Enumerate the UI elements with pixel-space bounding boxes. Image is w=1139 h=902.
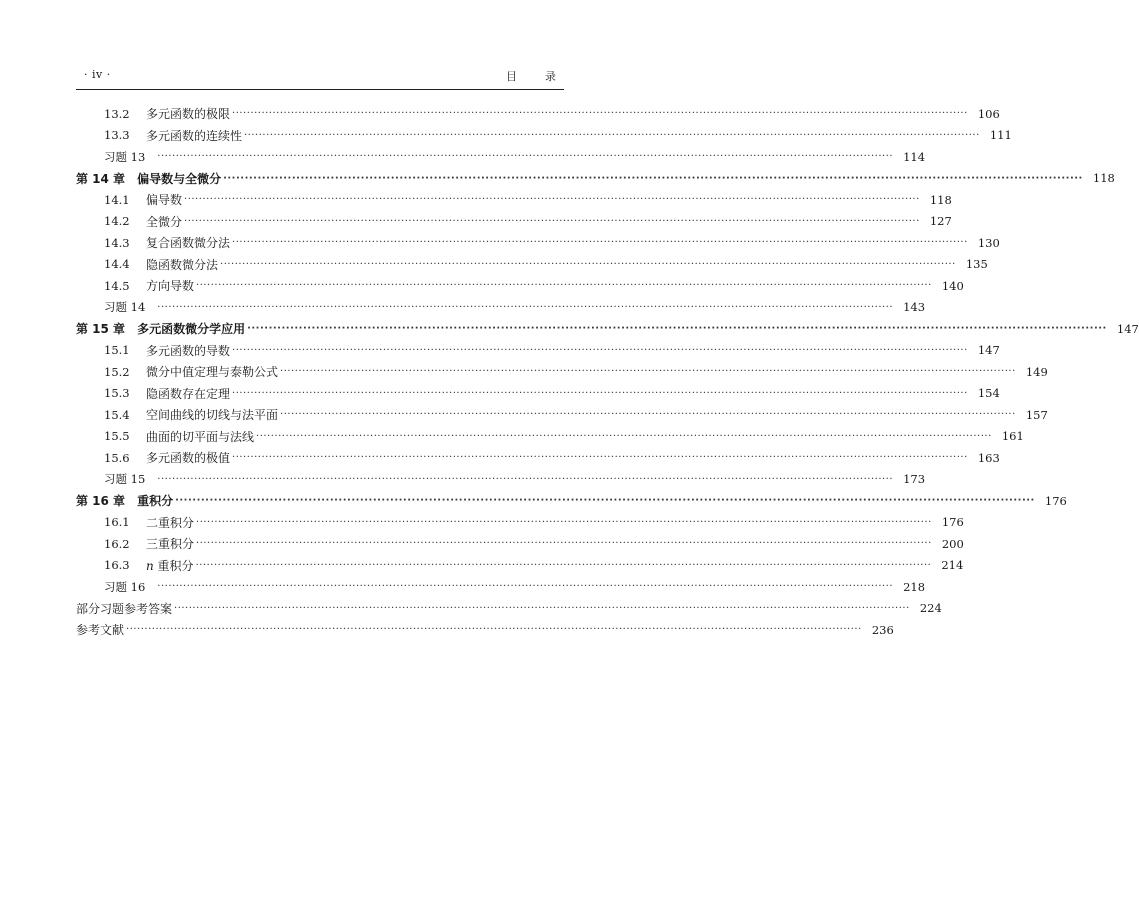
toc-entry-number: 15.6 xyxy=(104,450,130,465)
toc-entry-title: 二重积分 xyxy=(146,515,195,530)
toc-entry-number: 16.3 xyxy=(104,558,130,573)
toc-entry[interactable] xyxy=(76,447,1000,469)
toc-entry-number: 习题 14 xyxy=(104,300,146,315)
toc-entry[interactable] xyxy=(76,211,952,233)
toc-entry-title: 多元函数微分学应用 xyxy=(137,322,246,337)
toc-entry-page: 118 xyxy=(1092,171,1115,186)
toc-entry[interactable] xyxy=(76,383,1000,405)
toc-entry-page: 236 xyxy=(871,622,894,637)
leader-dots: ········································································································································································································ xyxy=(126,624,862,636)
toc-entry-title: 多元函数的极值 xyxy=(146,451,231,466)
toc-entry-number: 15.2 xyxy=(104,364,130,379)
toc-entry-title: 参考文献 xyxy=(76,623,125,638)
toc-entry-page: 224 xyxy=(919,601,942,616)
leader-dots: ········································································································································································································ xyxy=(256,430,992,442)
leader-dots: ········································································································································································································ xyxy=(223,172,1083,184)
leader-dots: ········································································································································································································ xyxy=(247,323,1107,335)
toc-entry-number: 14.2 xyxy=(104,214,130,229)
toc-entry-number: 14.4 xyxy=(104,257,130,272)
toc-entry-number: 14.1 xyxy=(104,192,130,207)
toc-entry-title: 空间曲线的切线与法平面 xyxy=(146,408,279,423)
section-title: 目录 xyxy=(506,70,584,83)
leader-dots: ········································································································································································································ xyxy=(232,344,968,356)
toc-entry-title: 重积分 xyxy=(137,494,174,509)
toc-entry[interactable] xyxy=(76,125,1012,147)
toc-entry-title: 隐函数微分法 xyxy=(146,257,219,272)
toc-entry-page: 143 xyxy=(903,300,926,315)
leader-dots: ········································································································································································································ xyxy=(280,409,1016,421)
leader-dots: ········································································································································································································ xyxy=(280,366,1016,378)
toc-entry-title: n 重积分 xyxy=(146,558,194,573)
toc-entry-title: 多元函数的极限 xyxy=(146,107,231,122)
toc-entry-page: 111 xyxy=(989,128,1012,143)
toc-entry-number: 13.3 xyxy=(104,128,130,143)
leader-dots: ········································································································································································································ xyxy=(244,129,980,141)
leader-dots: ········································································································································································································ xyxy=(157,301,894,313)
running-header xyxy=(76,66,584,86)
toc-entry[interactable] xyxy=(76,512,964,534)
toc-entry-number: 习题 16 xyxy=(104,579,146,594)
toc-entry-number: 第 14 章 xyxy=(76,171,126,186)
toc-entry-number: 习题 15 xyxy=(104,472,146,487)
leader-dots: ········································································································································································································ xyxy=(184,194,920,206)
toc-entry-page: 130 xyxy=(977,235,1000,250)
toc-entry[interactable] xyxy=(76,232,1000,254)
toc-entry-number: 16.1 xyxy=(104,515,130,530)
leader-dots: ········································································································································································································ xyxy=(157,151,894,163)
toc-entry[interactable] xyxy=(76,469,926,491)
toc-entry-title-italic: n xyxy=(146,558,154,573)
leader-dots: ········································································································································································································ xyxy=(184,215,920,227)
toc-entry-title: 偏导数与全微分 xyxy=(137,171,222,186)
toc-entry-page: 135 xyxy=(965,257,988,272)
toc-entry-number: 15.3 xyxy=(104,386,130,401)
toc-entry-page: 140 xyxy=(941,278,964,293)
toc-entry-title: 复合函数微分法 xyxy=(146,236,231,251)
toc-entry-page: 218 xyxy=(903,579,926,594)
leader-dots: ········································································································································································································ xyxy=(232,387,968,399)
toc-entry-number: 13.2 xyxy=(104,106,130,121)
toc-entry-number: 习题 13 xyxy=(104,149,146,164)
toc-entry-title: 隐函数存在定理 xyxy=(146,386,231,401)
leader-dots: ········································································································································································································ xyxy=(157,581,894,593)
toc-entry-number: 第 16 章 xyxy=(76,494,126,509)
toc-entry[interactable] xyxy=(76,297,926,319)
toc-entry[interactable] xyxy=(76,533,964,555)
toc-entry-number: 15.4 xyxy=(104,407,130,422)
toc-entry-title: 多元函数的连续性 xyxy=(146,128,243,143)
toc-entry-title: 全微分 xyxy=(146,214,183,229)
leader-dots: ········································································································································································································ xyxy=(174,602,910,614)
leader-dots: ········································································································································································································ xyxy=(232,237,968,249)
toc-entry-title: 三重积分 xyxy=(146,537,195,552)
toc-entry-page: 106 xyxy=(977,106,1000,121)
toc-entry-page: 149 xyxy=(1025,364,1048,379)
toc-entry-page: 163 xyxy=(977,450,1000,465)
toc-entry-title: 部分习题参考答案 xyxy=(76,601,173,616)
toc-entry[interactable] xyxy=(76,576,926,598)
toc-entry[interactable] xyxy=(76,146,926,168)
leader-dots: ········································································································································································································ xyxy=(175,495,1035,507)
toc-entry[interactable] xyxy=(76,275,964,297)
page-number: · iv · xyxy=(84,68,111,81)
toc-entry-page: 161 xyxy=(1001,429,1024,444)
table-of-contents xyxy=(76,103,1139,641)
leader-dots: ········································································································································································································ xyxy=(232,452,968,464)
toc-entry-page: 114 xyxy=(903,149,926,164)
toc-entry[interactable] xyxy=(76,318,1139,340)
toc-entry-page: 147 xyxy=(977,343,1000,358)
toc-entry[interactable] xyxy=(76,103,1000,125)
leader-dots: ········································································································································································································ xyxy=(232,108,968,120)
leader-dots: ········································································································································································································ xyxy=(157,473,894,485)
toc-entry-title: 方向导数 xyxy=(146,279,195,294)
toc-entry[interactable] xyxy=(76,490,1067,512)
toc-entry-title: 曲面的切平面与法线 xyxy=(146,429,255,444)
toc-entry-number: 15.1 xyxy=(104,343,130,358)
toc-entry-page: 154 xyxy=(977,386,1000,401)
toc-entry-title: 多元函数的导数 xyxy=(146,343,231,358)
toc-entry[interactable] xyxy=(76,340,1000,362)
leader-dots: ········································································································································································································ xyxy=(196,280,932,292)
toc-entry-number: 第 15 章 xyxy=(76,322,126,337)
toc-entry-page: 147 xyxy=(1116,321,1139,336)
leader-dots: ········································································································································································································ xyxy=(220,258,956,270)
toc-entry-page: 176 xyxy=(941,515,964,530)
toc-entry-page: 173 xyxy=(903,472,926,487)
leader-dots: ········································································································································································································ xyxy=(196,516,932,528)
toc-entry[interactable] xyxy=(76,361,1048,383)
toc-entry-title: 微分中值定理与泰勒公式 xyxy=(146,365,279,380)
leader-dots: ········································································································································································································ xyxy=(195,559,932,571)
toc-entry[interactable] xyxy=(76,426,1024,448)
toc-entry-number: 15.5 xyxy=(104,429,130,444)
toc-entry-page: 118 xyxy=(929,192,952,207)
toc-entry-page: 214 xyxy=(941,558,964,573)
toc-entry[interactable] xyxy=(76,619,894,641)
toc-entry-page: 127 xyxy=(929,214,952,229)
toc-entry-number: 14.5 xyxy=(104,278,130,293)
toc-entry-number: 16.2 xyxy=(104,536,130,551)
toc-entry[interactable] xyxy=(76,598,942,620)
toc-entry[interactable] xyxy=(76,555,964,577)
toc-entry-page: 176 xyxy=(1044,493,1067,508)
toc-entry-title: 偏导数 xyxy=(146,193,183,208)
toc-entry[interactable] xyxy=(76,404,1048,426)
toc-entry[interactable] xyxy=(76,254,988,276)
toc-entry-page: 157 xyxy=(1025,407,1048,422)
toc-entry-page: 200 xyxy=(941,536,964,551)
leader-dots: ········································································································································································································ xyxy=(196,538,932,550)
toc-entry-number: 14.3 xyxy=(104,235,130,250)
toc-entry[interactable] xyxy=(76,189,952,211)
toc-entry[interactable] xyxy=(76,168,1115,190)
header-rule xyxy=(76,89,564,90)
